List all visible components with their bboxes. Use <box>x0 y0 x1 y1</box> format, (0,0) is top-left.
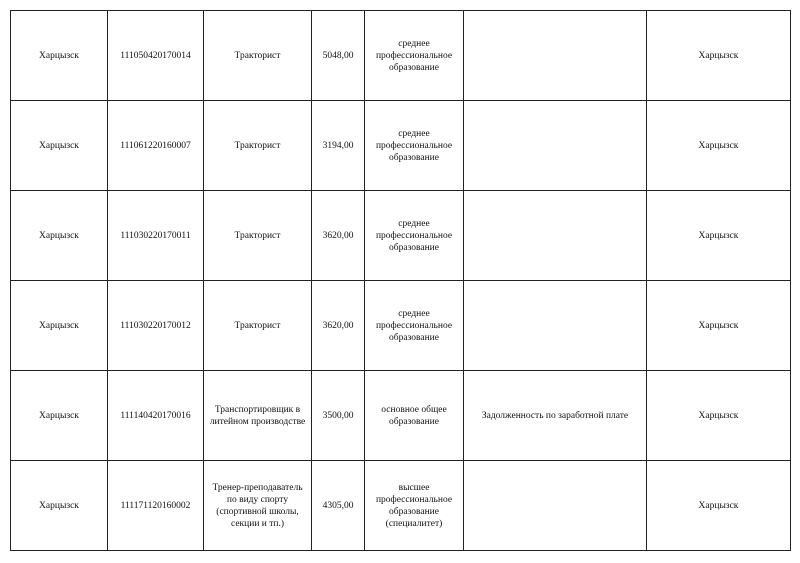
location-cell: Харцызск <box>647 191 791 281</box>
vacancy-code-cell: 111061220160007 <box>108 101 204 191</box>
profession-cell: Транспортировщик в литейном производстве <box>204 371 312 461</box>
location-cell: Харцызск <box>647 281 791 371</box>
salary-cell: 3620,00 <box>312 191 365 281</box>
location-cell: Харцызск <box>647 461 791 551</box>
vacancy-code-cell: 111030220170012 <box>108 281 204 371</box>
salary-cell: 3194,00 <box>312 101 365 191</box>
city-cell: Харцызск <box>11 101 108 191</box>
vacancy-code-cell: 111030220170011 <box>108 191 204 281</box>
vacancy-code-cell: 111140420170016 <box>108 371 204 461</box>
table-row <box>11 11 791 101</box>
profession-cell: Тракторист <box>204 11 312 101</box>
education-cell: среднее профессиональное образование <box>365 11 464 101</box>
note-cell <box>464 11 647 101</box>
salary-cell: 4305,00 <box>312 461 365 551</box>
vacancy-code-cell: 111171120160002 <box>108 461 204 551</box>
education-cell: среднее профессиональное образование <box>365 101 464 191</box>
education-cell: высшее профессиональное образование (специалитет) <box>365 461 464 551</box>
note-cell <box>464 101 647 191</box>
salary-cell: 5048,00 <box>312 11 365 101</box>
note-cell <box>464 461 647 551</box>
note-cell <box>464 191 647 281</box>
profession-cell: Тракторист <box>204 101 312 191</box>
salary-cell: 3500,00 <box>312 371 365 461</box>
profession-cell: Тренер-преподаватель по виду спорту (спортивной школы, секции и тп.) <box>204 461 312 551</box>
city-cell: Харцызск <box>11 281 108 371</box>
vacancy-code-cell: 111050420170014 <box>108 11 204 101</box>
city-cell: Харцызск <box>11 371 108 461</box>
table-row <box>11 461 791 551</box>
note-cell <box>464 281 647 371</box>
note-cell: Задолженность по заработной плате <box>464 371 647 461</box>
location-cell: Харцызск <box>647 371 791 461</box>
education-cell: среднее профессиональное образование <box>365 191 464 281</box>
education-cell: основное общее образование <box>365 371 464 461</box>
city-cell: Харцызск <box>11 11 108 101</box>
vacancy-table <box>10 10 791 551</box>
profession-cell: Тракторист <box>204 191 312 281</box>
city-cell: Харцызск <box>11 461 108 551</box>
table-row <box>11 191 791 281</box>
city-cell: Харцызск <box>11 191 108 281</box>
table-row <box>11 371 791 461</box>
location-cell: Харцызск <box>647 11 791 101</box>
education-cell: среднее профессиональное образование <box>365 281 464 371</box>
location-cell: Харцызск <box>647 101 791 191</box>
table-row <box>11 101 791 191</box>
table-row <box>11 281 791 371</box>
profession-cell: Тракторист <box>204 281 312 371</box>
salary-cell: 3620,00 <box>312 281 365 371</box>
